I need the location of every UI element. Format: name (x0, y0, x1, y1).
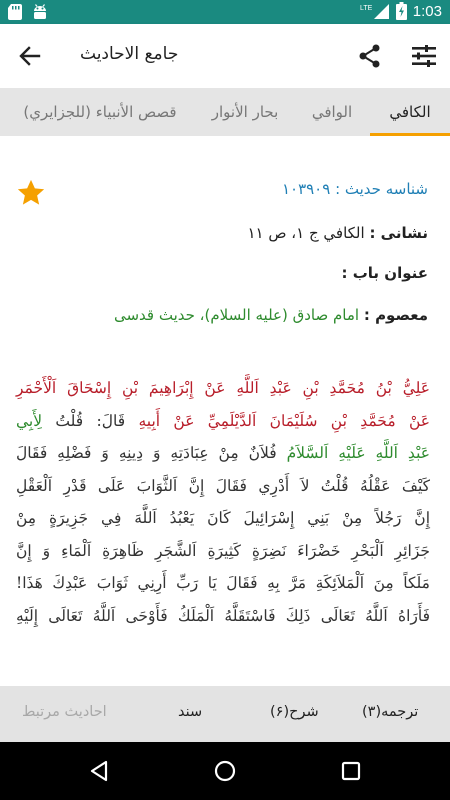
android-icon (32, 4, 48, 20)
hadith-content (0, 136, 450, 686)
status-bar (0, 0, 450, 24)
hadith-line: عَنْ مُحَمَّدِ بْنِ سُلَيْمَانَ اَلدَّيْلَمِيِّ عَنْ أَبِيهِ قَالَ: قُلْتُ لِأَبِي (16, 411, 430, 430)
sd-card-icon (8, 4, 22, 20)
nav-back-icon[interactable] (87, 759, 111, 783)
hadith-line: جَزَائِرِ اَلْبَحْرِ خَضْرَاءَ نَضِرَةٍ كَثِيرَةِ اَلشَّجَرِ ظَاهِرَةِ اَلْمَاءِ وَ إِنَّ (16, 541, 430, 560)
settings-button[interactable] (406, 38, 442, 74)
page-title: جامع الاحادیث (80, 44, 179, 64)
hadith-infallible: معصوم : امام صادق (علیه السلام)، حدیث قدسی (113, 306, 428, 324)
hadith-id: شناسه حدیث : ۱۰۳۹۰۹ (281, 180, 428, 198)
nav-home-icon[interactable] (213, 759, 237, 783)
tab-al-kafi[interactable]: الکافي (370, 88, 450, 136)
hadith-line: عَلِيُّ بْنُ مُحَمَّدِ بْنِ عَبْدِ اَللَّهِ عَنْ إِبْرَاهِيمَ بْنِ إِسْحَاقَ اَلْأَحْمَرِ (16, 379, 430, 397)
hadith-arabic-text (16, 372, 430, 632)
back-arrow-icon (19, 45, 41, 67)
hadith-address: نشانی : الکافي ج ۱، ص ۱۱ (247, 224, 428, 242)
nav-recents-icon[interactable] (339, 759, 363, 783)
app-bar (0, 24, 450, 88)
translation-button[interactable]: ترجمه(۳) (362, 704, 419, 720)
hadith-line: مَلَكاً مِنَ اَلْمَلاَئِكَةِ مَرَّ بِهِ فَقَالَ يَا رَبِّ أَرِنِي ثَوَابَ عَبْدِكَ هَذَا! (16, 574, 430, 592)
system-navigation-bar (0, 742, 450, 800)
share-button[interactable] (352, 38, 388, 74)
commentary-button[interactable]: شرح(۶) (270, 704, 319, 720)
battery-icon (396, 2, 407, 20)
back-button[interactable] (12, 38, 48, 74)
source-tabs (0, 88, 450, 136)
status-time: 1:03 (412, 2, 442, 20)
related-hadiths-button[interactable]: احادیث مرتبط (22, 704, 107, 720)
notification-icons (8, 4, 48, 20)
hadith-line: إِنَّ رَجُلاً مِنْ بَنِي إِسْرَائِيلَ كَانَ يَعْبُدُ اَللَّهَ فِي جَزِيرَةٍ مِنْ (16, 509, 430, 527)
hadith-line: كَيْفَ عَقْلُهُ قُلْتُ لاَ أَدْرِي فَقَالَ إِنَّ اَلثَّوَابَ عَلَى قَدْرِ اَلْعَقْلِ (16, 476, 430, 495)
tab-al-wafi[interactable]: الوافي (311, 103, 353, 121)
hadith-line: عَبْدِ اَللَّهِ عَلَيْهِ اَلسَّلاَمُ فُلاَنٌ مِنْ عِبَادَتِهِ وَ دِينِهِ وَ فَضْلِهِ فَقَالَ (16, 444, 430, 462)
svg-text:LTE: LTE (359, 5, 373, 12)
sanad-button[interactable]: سند (178, 704, 203, 720)
tab-qisas-al-anbiya[interactable]: قصص الأنبياء (للجزايري) (23, 103, 177, 121)
favorite-star-icon[interactable] (16, 178, 46, 208)
lte-signal-icon (360, 2, 390, 20)
tab-bihar-al-anwar[interactable]: بحار الأنوار (211, 103, 279, 121)
hadith-actions-bar (0, 686, 450, 742)
hadith-line: فَأَرَاهُ اَللَّهُ تَعَالَى ذَلِكَ فَاسْتَقَلَّهُ اَلْمَلَكُ فَأَوْحَى اَللَّهُ تَعَالَى إِلَيْهِ (16, 606, 430, 625)
share-icon (359, 44, 381, 68)
hadith-chapter: عنوان باب : (341, 264, 428, 282)
tune-icon (412, 45, 436, 67)
